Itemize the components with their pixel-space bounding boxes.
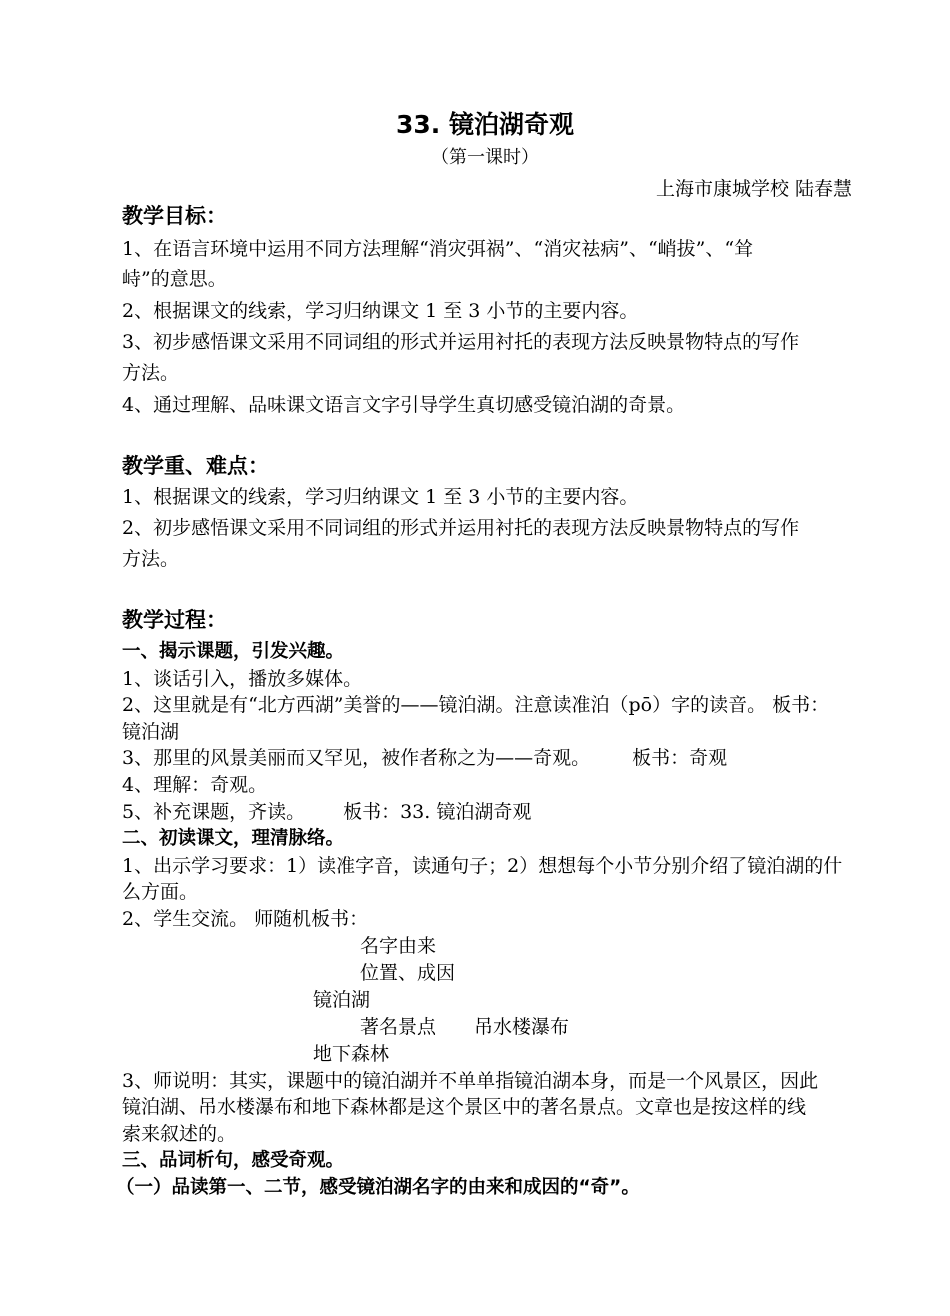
document-title: 33. 镜泊湖奇观 (396, 110, 574, 139)
objective-1: 1、在语言环境中运用不同方法理解“消灾弭祸”、“消灾祛病”、“峭拔”、“耸 (122, 238, 754, 260)
section-2-step-3: 3、师说明：其实，课题中的镜泊湖并不单单指镜泊湖本身，而是一个风景区，因此 (122, 1070, 819, 1092)
objective-3-cont: 方法。 (122, 362, 180, 384)
step-3-text: 3、那里的风景美丽而又罕见，被作者称之为——奇观。 (122, 747, 591, 769)
section-1-step-3 (122, 745, 727, 771)
process-heading: 教学过程： (122, 608, 227, 632)
lesson-period: （第一课时） (431, 147, 539, 168)
section-2-heading: 二、初读课文，理清脉络。 (122, 828, 345, 849)
section-2-step-1: 1、出示学习要求：1）读准字音，读通句子；2）想想每个小节分别介绍了镜泊湖的什 (122, 855, 843, 877)
keypoint-1: 1、根据课文的线索，学习归纳课文 1 至 3 小节的主要内容。 (122, 486, 639, 508)
objective-4: 4、通过理解、品味课文语言文字引导学生真切感受镜泊湖的奇景。 (122, 394, 686, 416)
section-1-step-5 (122, 799, 531, 825)
author-line: 上海市康城学校 陆春慧 (655, 178, 852, 200)
section-2-step-3-cont: 镜泊湖、吊水楼瀑布和地下森林都是这个景区中的著名景点。文章也是按这样的线 (122, 1096, 807, 1118)
board-waterfall: 吊水楼瀑布 (474, 1016, 570, 1038)
section-2-step-3-cont2: 索来叙述的。 (122, 1123, 237, 1145)
board-name-origin: 名字由来 (360, 935, 437, 957)
board-attractions (360, 1014, 569, 1040)
section-1-step-2: 2、这里就是有“北方西湖”美誉的——镜泊湖。注意读准泊（pō）字的读音。 板书： (122, 694, 830, 716)
board-famous-spots: 著名景点 (360, 1016, 437, 1038)
section-2-step-2: 2、学生交流。 师随机板书： (122, 908, 369, 930)
keypoint-2: 2、初步感悟课文采用不同词组的形式并运用衬托的表现方法反映景物特点的写作 (122, 517, 800, 539)
step-5-board: 板书：33. 镜泊湖奇观 (343, 801, 532, 823)
section-1-step-1: 1、谈话引入，播放多媒体。 (122, 668, 363, 690)
step-3-board: 板书：奇观 (632, 747, 728, 769)
board-lake: 镜泊湖 (313, 989, 371, 1011)
objectives-heading: 教学目标： (122, 204, 227, 228)
board-location: 位置、成因 (360, 962, 456, 984)
section-1-heading: 一、揭示课题，引发兴趣。 (122, 641, 345, 662)
keypoints-heading: 教学重、难点： (122, 454, 269, 478)
objective-3: 3、初步感悟课文采用不同词组的形式并运用衬托的表现方法反映景物特点的写作 (122, 331, 800, 353)
section-3-subheading: （一）品读第一、二节，感受镜泊湖名字的由来和成因的“奇”。 (116, 1177, 640, 1198)
section-1-step-4: 4、理解：奇观。 (122, 774, 268, 796)
step-5-text: 5、补充课题，齐读。 (122, 801, 306, 823)
section-3-heading: 三、品词析句，感受奇观。 (122, 1150, 345, 1171)
objective-1-cont: 峙”的意思。 (122, 268, 227, 290)
keypoint-2-cont: 方法。 (122, 548, 180, 570)
section-1-step-2-cont: 镜泊湖 (122, 721, 180, 743)
board-forest: 地下森林 (313, 1043, 390, 1065)
objective-2: 2、根据课文的线索，学习归纳课文 1 至 3 小节的主要内容。 (122, 300, 639, 322)
section-2-step-1-cont: 么方面。 (122, 881, 199, 903)
